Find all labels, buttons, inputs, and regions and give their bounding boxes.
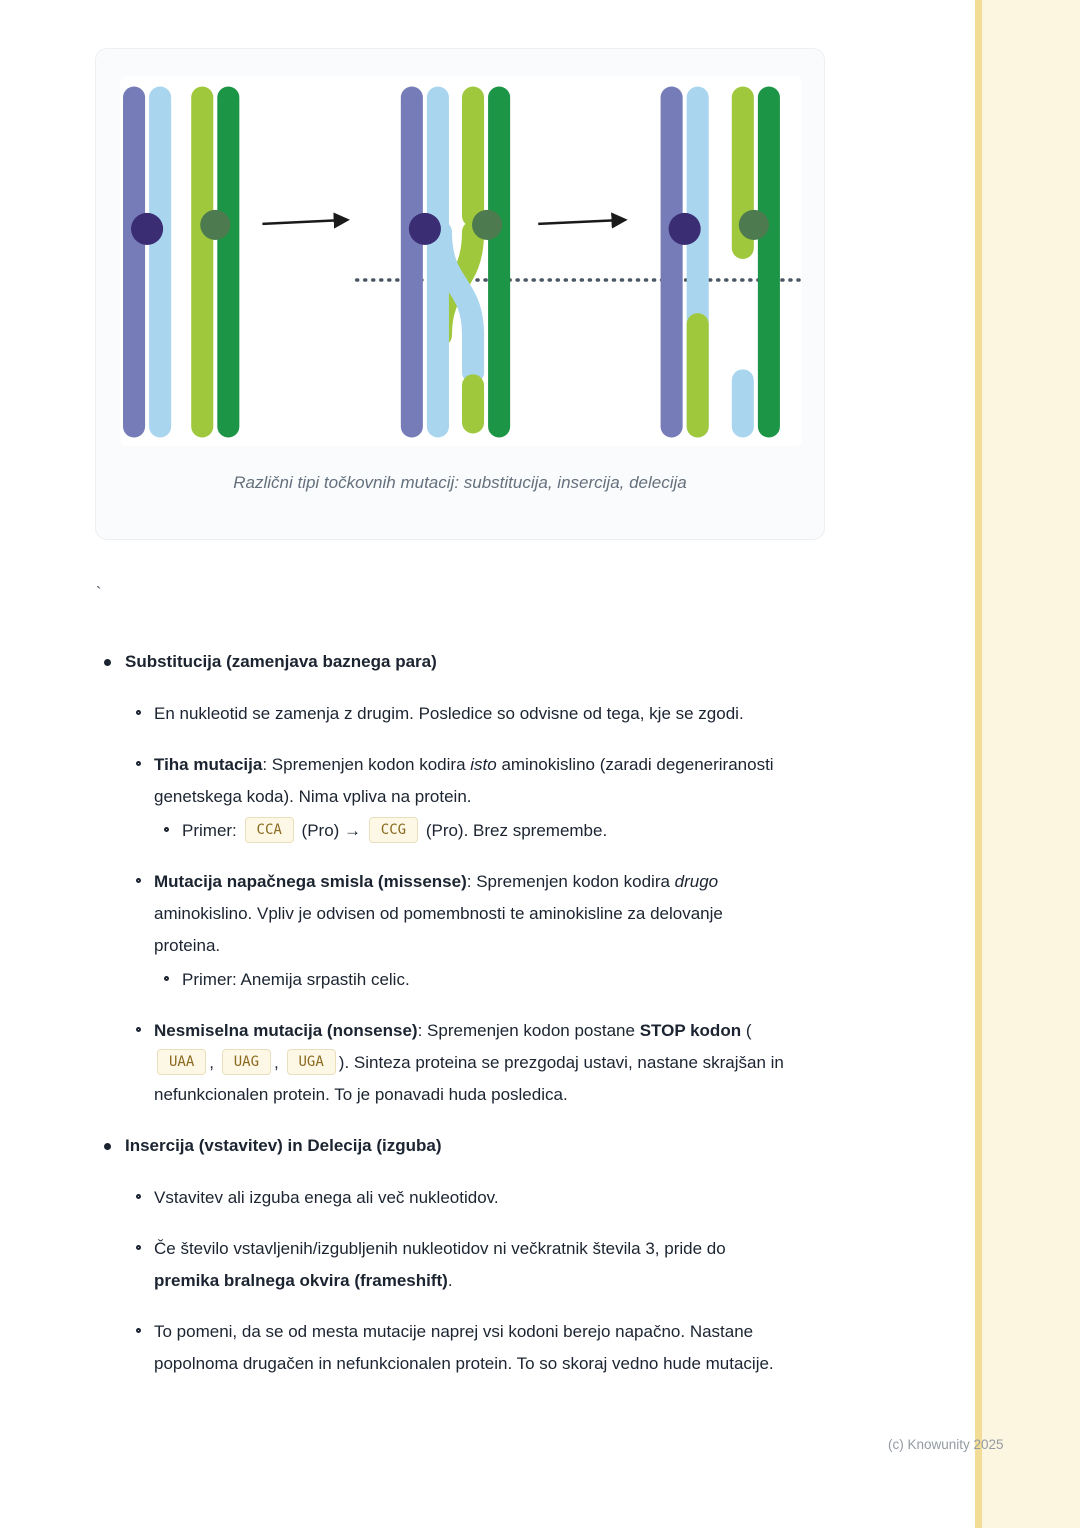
bullet-circle-icon [136, 761, 141, 766]
bullet-circle-icon [136, 878, 141, 883]
insercija-p2-text-2: . [447, 1271, 453, 1290]
chromosome-pair-before [123, 86, 239, 437]
tiha-primer-text-3: (Pro). Brez spremembe. [425, 821, 608, 840]
bullet-circle-icon [136, 1194, 141, 1199]
section-heading-substitucija: Substitucija (zamenjava baznega para) [125, 652, 437, 671]
list-item-missense [95, 866, 855, 996]
chromatid-purple [123, 86, 145, 437]
codon-chip-cca: CCA [245, 817, 294, 843]
missense-italic: drugo [674, 872, 719, 891]
centromere-green [200, 210, 230, 240]
codon-chip-uaa: UAA [157, 1049, 206, 1075]
chromatid-yellow-green-top [462, 86, 484, 226]
chromosome-pair-crossing [401, 86, 510, 437]
tiha-mutacija-term: Tiha mutacija [154, 755, 263, 774]
chromosome-pair-after [661, 86, 780, 437]
nonsense-text-5: ). Sinteza proteina se prezgodaj ustavi, nastane skrajšan in nefunkcionalen protein. To je ponavadi huda posledica. [154, 1053, 784, 1104]
centromere-green [472, 210, 502, 240]
list-item-substitucija-intro [95, 698, 855, 730]
bullet-disc-icon [104, 659, 111, 666]
list-item-tiha-mutacija [95, 749, 855, 847]
tiha-primer-text-2: (Pro) → [301, 821, 362, 840]
list-item-nonsense [95, 1015, 855, 1111]
right-accent-stripe [975, 0, 982, 1528]
list-item-insercija-p3 [95, 1316, 855, 1380]
missense-primer-text: Primer: Anemija srpastih celic. [182, 970, 410, 989]
codon-chip-uga: UGA [287, 1049, 336, 1075]
figure-card [95, 48, 825, 540]
nonsense-text-1: : Spremenjen kodon postane [417, 1021, 640, 1040]
codon-chip-ccg: CCG [369, 817, 418, 843]
frameshift-term: premika bralnega okvira (frameshift) [154, 1271, 448, 1290]
insercija-p2-text-1: Če število vstavljenih/izgubljenih nukleotidov ni večkratnik števila 3, pride do [154, 1239, 726, 1258]
insercija-p1-text: Vstavitev ali izguba enega ali več nukleotidov. [154, 1188, 499, 1207]
list-item-substitucija-heading [95, 646, 855, 678]
missense-text-1: : Spremenjen kodon kodira [466, 872, 675, 891]
chromatid-yellow-green [191, 86, 213, 437]
notes-content [95, 646, 855, 1399]
bullet-disc-icon [104, 1143, 111, 1150]
chromatid-light-blue [149, 86, 171, 437]
bullet-circle-icon [164, 976, 169, 981]
nonsense-text-2: ( [741, 1021, 752, 1040]
centromere-purple [409, 213, 441, 245]
codon-chip-uag: UAG [222, 1049, 271, 1075]
chromatid-dark-green [217, 86, 239, 437]
tiha-mutacija-italic: isto [470, 755, 497, 774]
chromosome-diagram [120, 76, 802, 446]
missense-text-2: aminokislino. Vpliv je odvisen od pomembnosti te aminokisline za delovanje proteina. [154, 904, 723, 955]
list-item-missense-primer [154, 964, 784, 996]
swapped-green-segment [687, 313, 709, 437]
bullet-circle-icon [136, 1027, 141, 1032]
tiha-mutacija-text-2: aminokislino (zaradi degeneriranosti genetskega koda). Nima vpliva na protein. [154, 755, 774, 806]
chromatid-purple [401, 86, 423, 437]
nonsense-term: Nesmiselna mutacija (nonsense) [154, 1021, 418, 1040]
chromatid-dark-green [488, 86, 510, 437]
centromere-green [739, 210, 769, 240]
centromere-purple [131, 213, 163, 245]
chromatid-dark-green [758, 86, 780, 437]
arrow-step-2 [538, 220, 624, 224]
centromere-purple [669, 213, 701, 245]
detached-light-blue-fragment [732, 369, 754, 437]
stray-backtick-char: ` [96, 585, 102, 602]
tiha-primer-text-1: Primer: [182, 821, 237, 840]
insercija-p3-text: To pomeni, da se od mesta mutacije naprej vsi kodoni berejo napačno. Nastane popolnoma drugačen in nefunkcionalen protein. To so skoraj vedno hude mutacije. [154, 1322, 774, 1373]
mutation-types-illustration [120, 76, 802, 446]
figure-caption: Različni tipi točkovnih mutacij: substitucija, insercija, delecija [233, 473, 687, 492]
nonsense-stop-kodon: STOP kodon [639, 1021, 742, 1040]
arrow-step-1 [262, 220, 346, 224]
list-item-insercija-p1 [95, 1182, 855, 1214]
nonsense-text-4: , [274, 1053, 284, 1072]
list-item-insercija-heading [95, 1130, 855, 1162]
tiha-mutacija-text-1: : Spremenjen kodon kodira [262, 755, 471, 774]
knowunity-watermark: (c) Knowunity 2025 [888, 1437, 1004, 1452]
nonsense-text-3: , [209, 1053, 219, 1072]
list-item-insercija-p2 [95, 1233, 855, 1297]
bullet-circle-icon [136, 1245, 141, 1250]
bullet-circle-icon [136, 710, 141, 715]
chromatid-purple [661, 86, 683, 437]
bullet-circle-icon [136, 1328, 141, 1333]
section-heading-insercija: Insercija (vstavitev) in Delecija (izguba) [125, 1136, 442, 1155]
list-item-tiha-primer [154, 815, 784, 847]
right-cream-panel [982, 0, 1080, 1528]
missense-term: Mutacija napačnega smisla (missense) [154, 872, 467, 891]
bullet-circle-icon [164, 827, 169, 832]
substitucija-intro-text: En nukleotid se zamenja z drugim. Posledice so odvisne od tega, kje se zgodi. [154, 704, 744, 723]
